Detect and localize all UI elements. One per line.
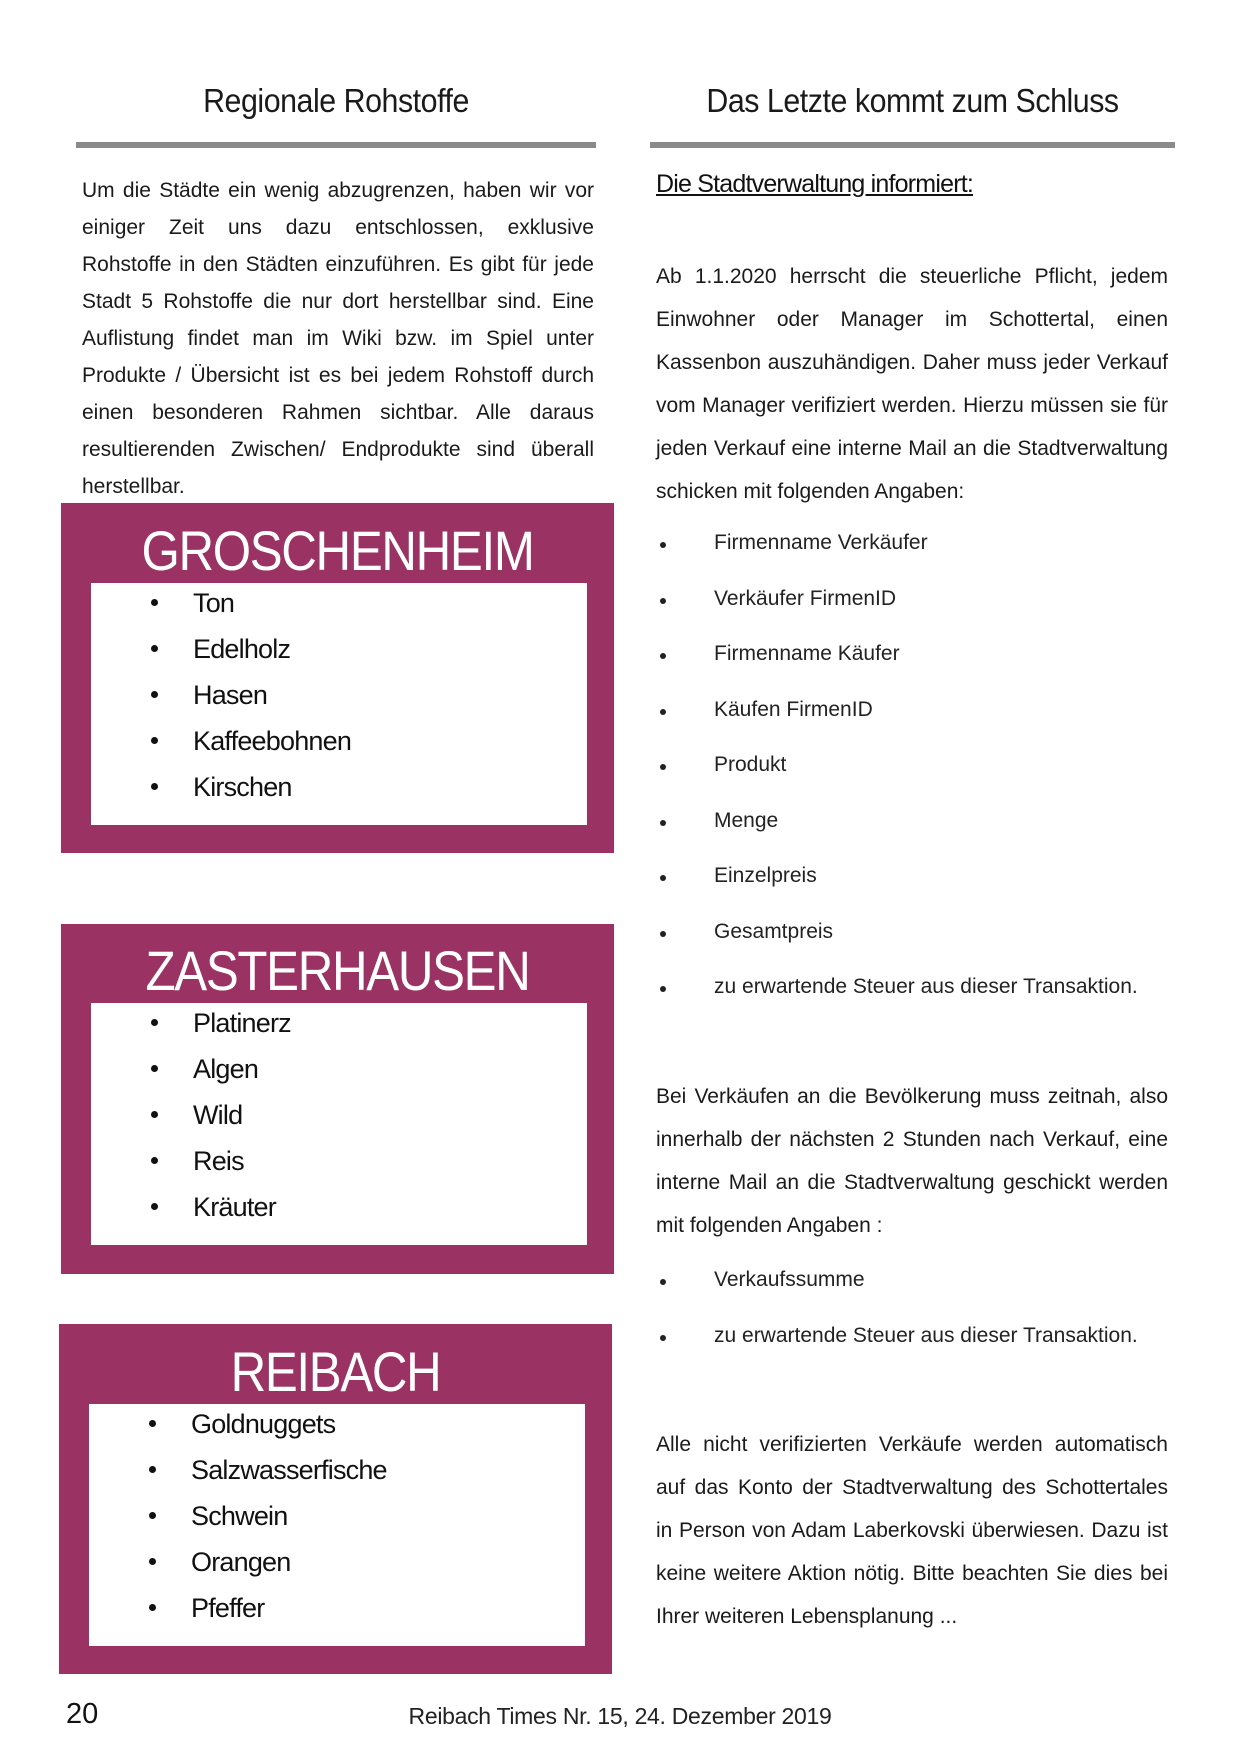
bullet-icon	[151, 1019, 158, 1026]
bullet-icon	[149, 1466, 156, 1473]
bullet-icon	[151, 1065, 158, 1072]
bullet-icon	[660, 653, 666, 659]
bullet-icon	[660, 1279, 666, 1285]
left-title-rule	[76, 142, 596, 148]
bullet-icon	[660, 764, 666, 770]
bullet-icon	[149, 1604, 156, 1611]
bullet-icon	[151, 1111, 158, 1118]
city-box-reibach	[59, 1324, 612, 1674]
left-column-title: Regionale Rohstoffe	[203, 82, 469, 119]
bullet-icon	[149, 1512, 156, 1519]
notice-subtitle: Die Stadtverwaltung informiert:	[656, 170, 974, 198]
city-name: GROSCHENHEIM	[141, 519, 534, 582]
city-box-zasterhausen	[61, 924, 614, 1274]
bullet-icon	[151, 691, 158, 698]
right-column-title: Das Letzte kommt zum Schluss	[706, 82, 1119, 119]
bullet-icon	[660, 820, 666, 826]
bullet-icon	[149, 1420, 156, 1427]
bullet-icon	[660, 1335, 666, 1341]
right-title-rule	[650, 142, 1175, 148]
bullet-icon	[149, 1558, 156, 1565]
bullet-icon	[660, 598, 666, 604]
city-resource-panel: Platinerz Algen Wild Reis Kräuter	[91, 1003, 587, 1245]
bullet-icon	[151, 645, 158, 652]
left-intro-text: Um die Städte ein wenig abzugrenzen, haben wir vor einiger Zeit uns dazu entschlossen, exklusive Rohstoffe in den Städten einzuführen. Es gibt für jede Stadt 5 Rohstoffe die nur dort herstellbar sind. Eine Auflistung findet man im Wiki bzw. im Spiel unter Produkte / Übersicht ist es bei jedem Rohstoff durch einen besonderen Rahmen sichtbar. Alle daraus resultierenden Zwischen/ Endprodukte sind überall herstellbar.	[82, 179, 594, 498]
bullet-icon	[151, 599, 158, 606]
bullet-icon	[151, 737, 158, 744]
bullet-icon	[151, 1157, 158, 1164]
page-number: 20	[66, 1698, 99, 1730]
city-name: ZASTERHAUSEN	[145, 939, 530, 1002]
city-box-groschenheim	[61, 503, 614, 853]
city-resource-panel: Ton Edelholz Hasen Kaffeebohnen Kirschen	[91, 583, 587, 825]
city-name: REIBACH	[230, 1340, 441, 1403]
bullet-icon	[660, 931, 666, 937]
footer-issue-line: Reibach Times Nr. 15, 24. Dezember 2019	[408, 1703, 832, 1729]
bullet-icon	[660, 542, 666, 548]
notice-paragraph-2: Bei Verkäufen an die Bevölkerung muss zeitnah, also innerhalb der nächsten 2 Stunden nach Verkauf, eine interne Mail an die Stadtverwaltung geschickt werden mit folgenden Angaben :	[656, 1085, 1168, 1237]
bullet-icon	[660, 709, 666, 715]
city-resource-panel: Goldnuggets Salzwasserfische Schwein Orangen Pfeffer	[89, 1404, 585, 1646]
bullet-icon	[151, 1203, 158, 1210]
notice-paragraph-3: Alle nicht verifizierten Verkäufe werden automatisch auf das Konto der Stadtverwaltung des Schottertales in Person von Adam Laberkovski überwiesen. Dazu ist keine weitere Aktion nötig. Bitte beachten Sie dies bei Ihrer weiteren Lebensplanung ...	[656, 1433, 1168, 1628]
bullet-icon	[151, 783, 158, 790]
bullet-icon	[660, 986, 666, 992]
notice-paragraph-1: Ab 1.1.2020 herrscht die steuerliche Pflicht, jedem Einwohner oder Manager im Schottertal, einen Kassenbon auszuhändigen. Daher muss jeder Verkauf vom Manager verifiziert werden. Hierzu müssen sie für jeden Verkauf eine interne Mail an die Stadtverwaltung schicken mit folgenden Angaben:	[656, 265, 1168, 503]
bullet-icon	[660, 875, 666, 881]
